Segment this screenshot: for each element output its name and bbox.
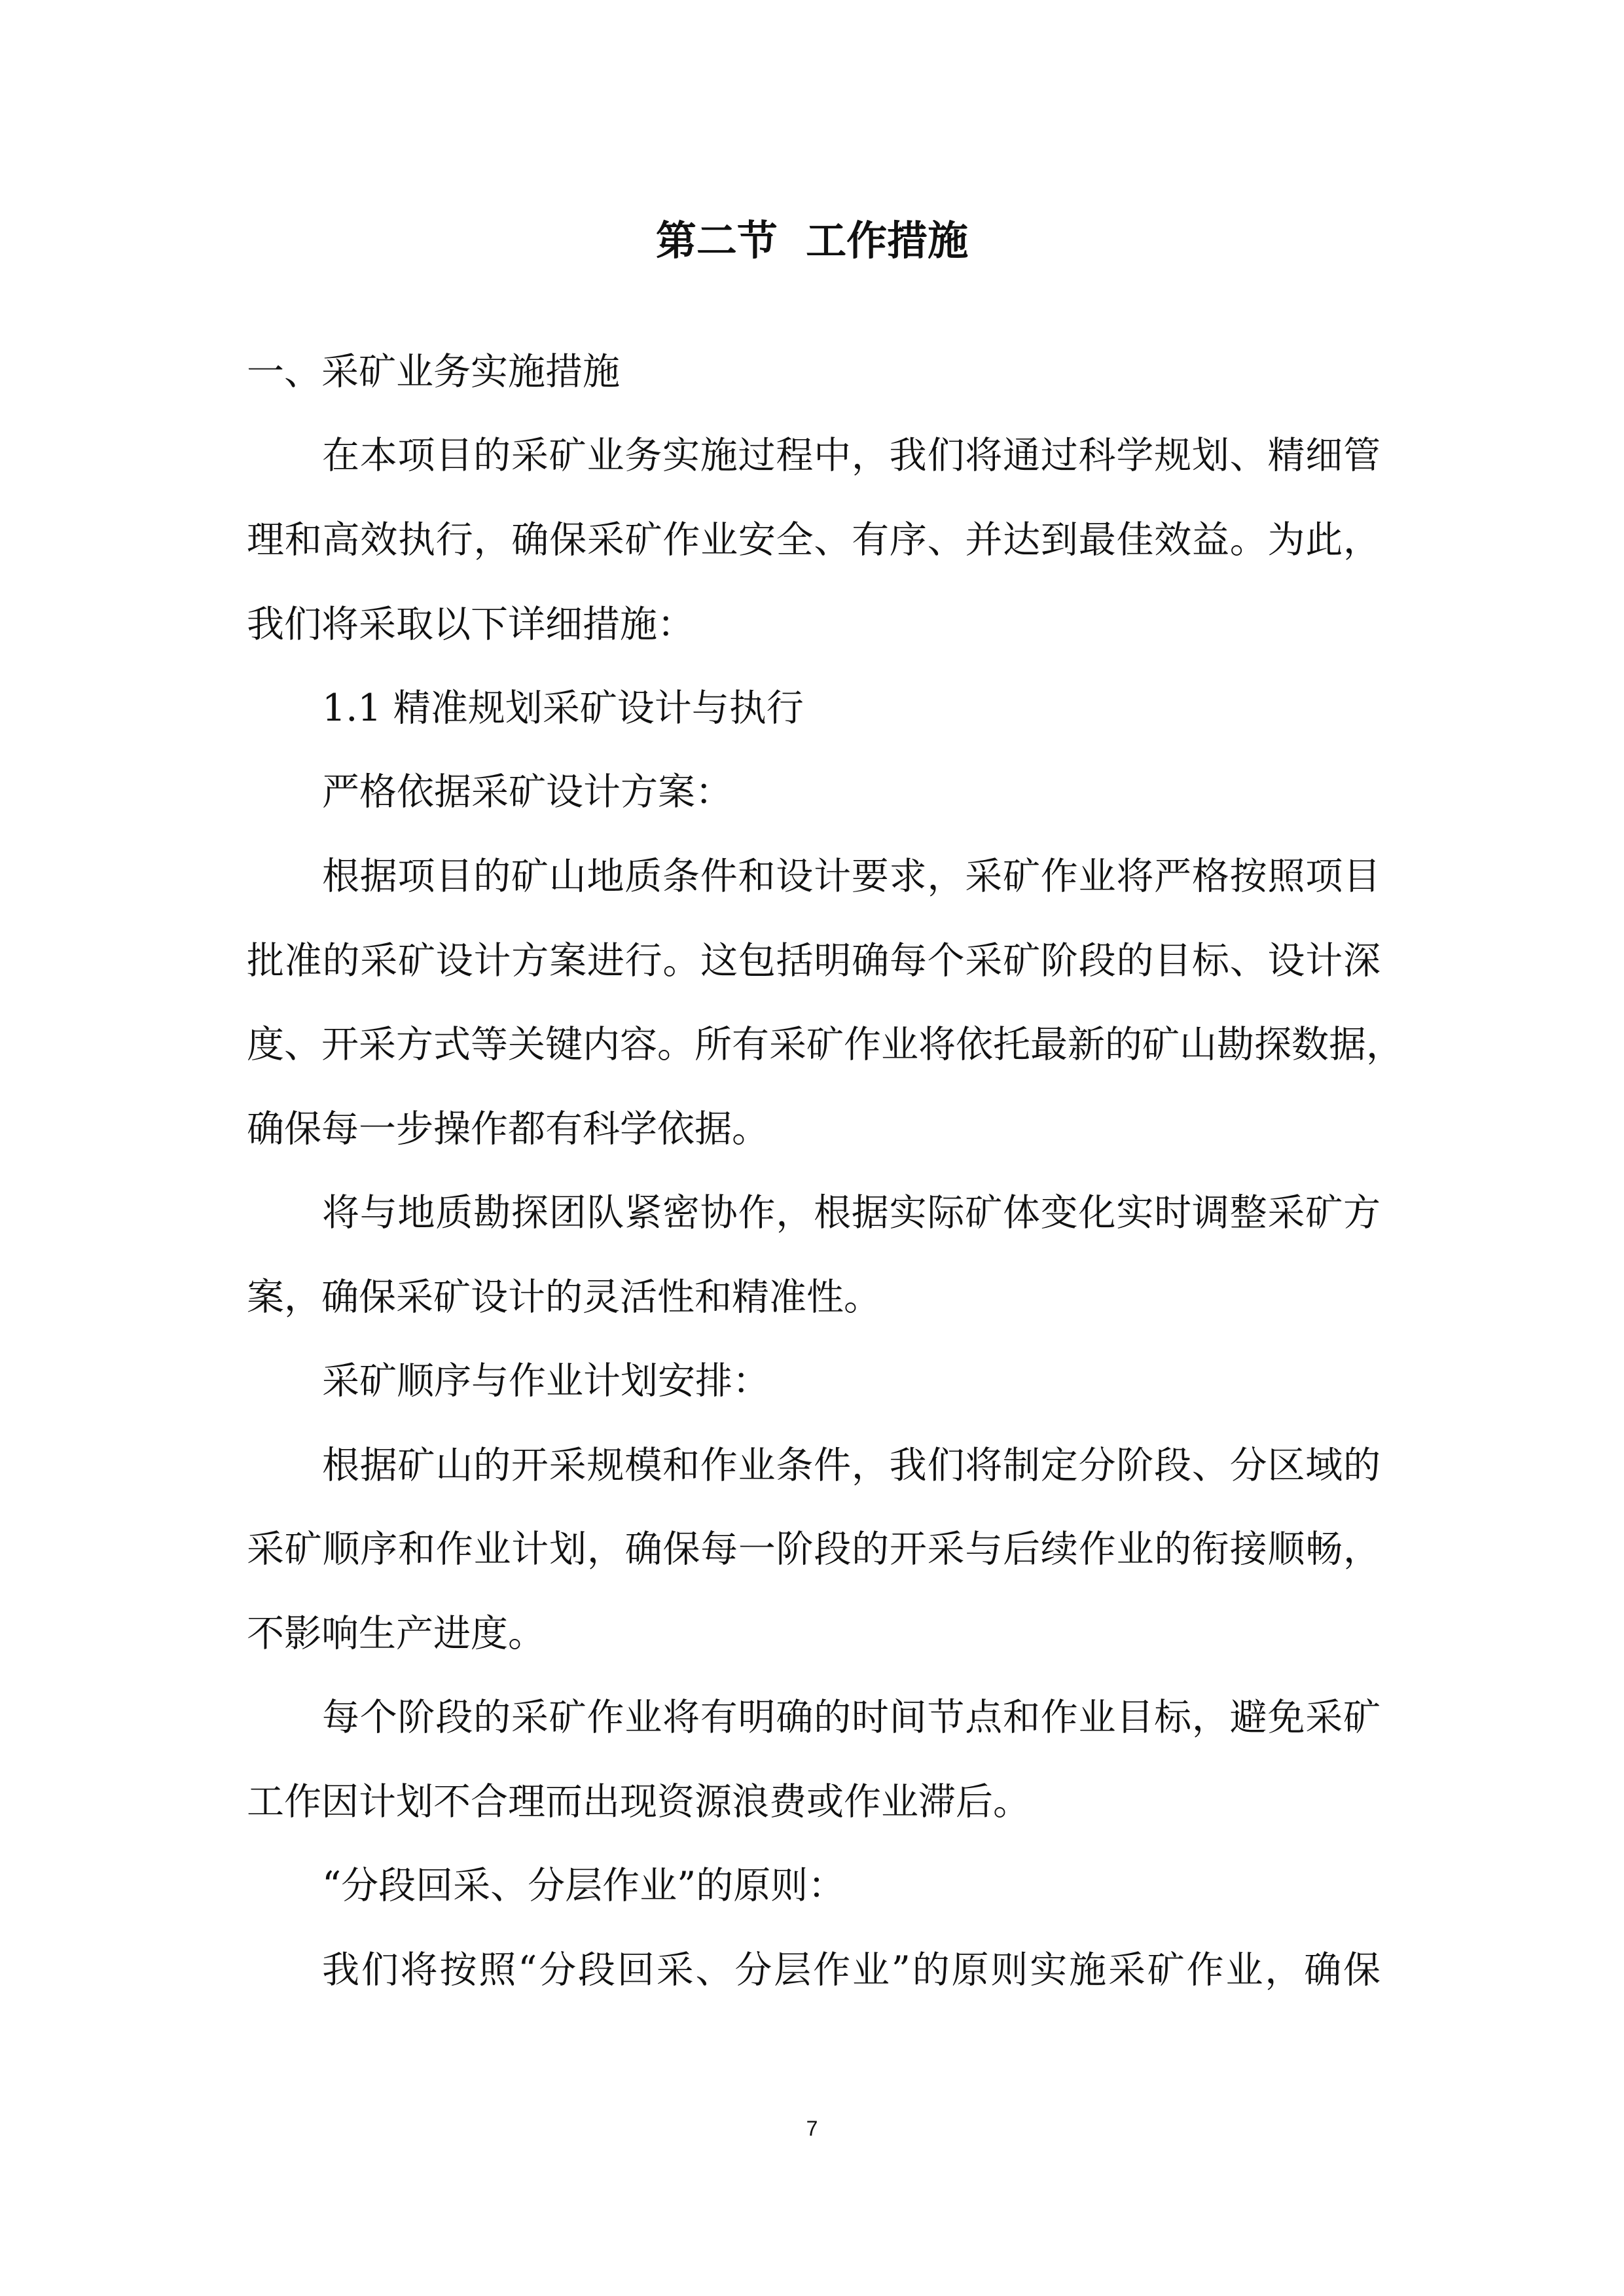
design-paragraph-line-4: 确保每一步操作都有科学依据。: [247, 1107, 769, 1151]
label-principle: “分段回采、分层作业”的原则：: [322, 1864, 846, 1907]
sequence-paragraph-line-2: 采矿顺序和作业计划，确保每一阶段的开采与后续作业的衔接顺畅，: [247, 1528, 1380, 1571]
schedule-paragraph-line-2: 工作因计划不合理而出现资源浪费或作业滞后。: [247, 1780, 1030, 1823]
sequence-paragraph-line-1: 根据矿山的开采规模和作业条件，我们将制定分阶段、分区域的: [322, 1444, 1380, 1487]
sequence-paragraph-line-3: 不影响生产进度。: [247, 1612, 545, 1655]
design-paragraph-line-3: 度、开采方式等关键内容。所有采矿作业将依托最新的矿山勘探数据，: [247, 1023, 1403, 1066]
geology-paragraph-line-1: 将与地质勘探团队紧密协作，根据实际矿体变化实时调整采矿方: [322, 1191, 1380, 1234]
geology-paragraph-line-2: 案，确保采矿设计的灵活性和精准性。: [247, 1276, 881, 1319]
label-sequence-plan: 采矿顺序与作业计划安排：: [322, 1359, 770, 1403]
intro-line-2: 理和高效执行，确保采矿作业安全、有序、并达到最佳效益。为此，: [247, 518, 1380, 562]
design-paragraph-line-2: 批准的采矿设计方案进行。这包括明确每个采矿阶段的目标、设计深: [247, 939, 1380, 982]
heading-mining-measures: 一、采矿业务实施措施: [247, 350, 620, 393]
intro-line-1: 在本项目的采矿业务实施过程中，我们将通过科学规划、精细管: [322, 434, 1380, 477]
page-number: 7: [806, 2117, 818, 2140]
section-title: 第二节 工作措施: [655, 217, 969, 264]
subheading-1-1: 1.1 精准规划采矿设计与执行: [322, 687, 804, 730]
design-paragraph-line-1: 根据项目的矿山地质条件和设计要求，采矿作业将严格按照项目: [322, 855, 1380, 898]
principle-paragraph-line-1: 我们将按照“分段回采、分层作业”的原则实施采矿作业，确保: [322, 1948, 1380, 1992]
intro-line-3: 我们将采取以下详细措施：: [247, 603, 695, 646]
schedule-paragraph-line-1: 每个阶段的采矿作业将有明确的时间节点和作业目标，避免采矿: [322, 1696, 1380, 1739]
label-design-plan: 严格依据采矿设计方案：: [322, 770, 732, 814]
